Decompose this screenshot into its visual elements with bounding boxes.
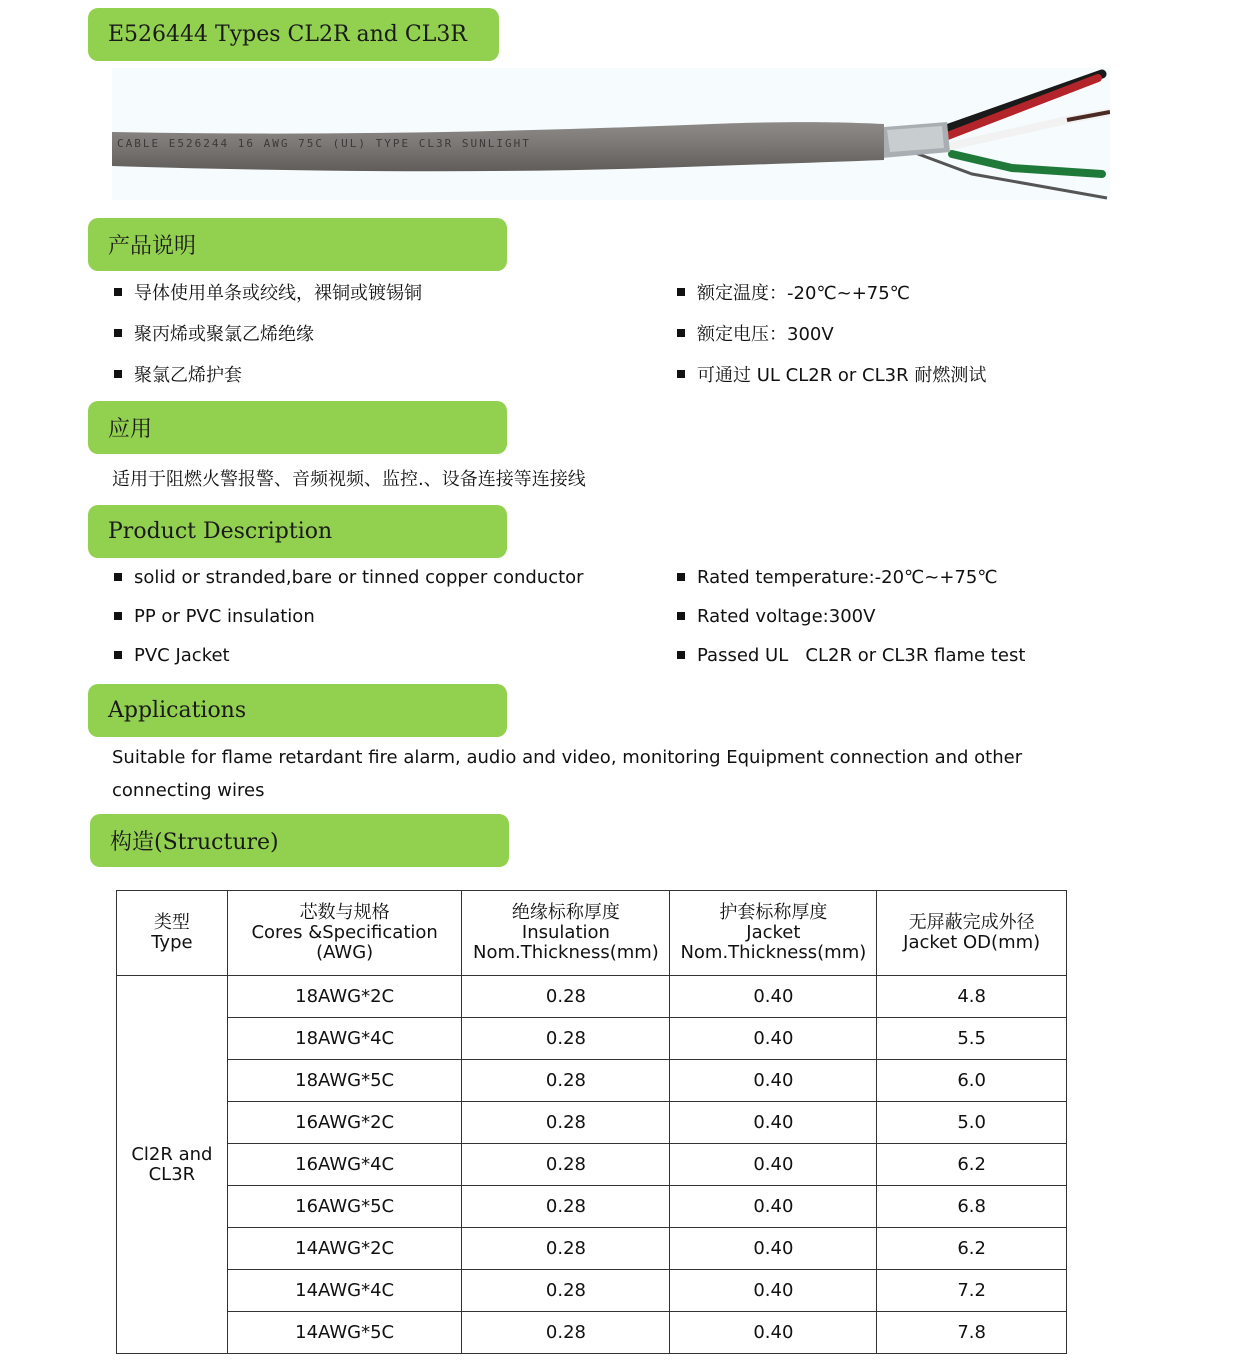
cn-description-banner: [88, 218, 507, 271]
en-description-right-list: [677, 567, 1025, 665]
table-header-row: [117, 891, 1067, 976]
type-cell: Cl2R and CL3R: [117, 976, 228, 1354]
title-text: E526444 Types CL2R and CL3R: [108, 22, 467, 47]
cn-application-text: 适用于阻燃火警报警、音频视频、监控.、设备连接等连接线: [112, 469, 586, 490]
table-row: 14AWG*5C 0.28 0.40 7.8: [117, 1312, 1067, 1354]
cn-description-right-list: [677, 282, 986, 384]
header-type: 类型 Type: [117, 891, 228, 976]
table-row: 16AWG*4C 0.28 0.40 6.2: [117, 1144, 1067, 1186]
structure-banner: [90, 814, 509, 867]
list-item: Passed UL CL2R or CL3R flame test: [677, 645, 1025, 665]
bullet-icon: [114, 612, 122, 620]
cn-application-banner: [88, 401, 507, 454]
list-item: 导体使用单条或绞线，裸铜或镀锡铜: [114, 282, 422, 302]
en-application-banner: [88, 684, 507, 737]
list-item: 额定电压：300V: [677, 323, 986, 343]
list-item: PVC Jacket: [114, 645, 584, 665]
bullet-icon: [677, 651, 685, 659]
en-description-left-list: [114, 567, 584, 665]
cable-image: [112, 68, 1110, 200]
header-cores-spec: 芯数与规格 Cores &Specification (AWG): [227, 891, 462, 976]
table-row: 18AWG*4C 0.28 0.40 5.5: [117, 1018, 1067, 1060]
cable-photo: [112, 68, 1110, 200]
spec-table: [116, 890, 1067, 1354]
bullet-icon: [677, 612, 685, 620]
list-item: 聚丙烯或聚氯乙烯绝缘: [114, 323, 422, 343]
bullet-icon: [677, 288, 685, 296]
table-row: 14AWG*4C 0.28 0.40 7.2: [117, 1270, 1067, 1312]
en-description-heading: Product Description: [108, 519, 333, 544]
list-item: Rated voltage:300V: [677, 606, 1025, 626]
table-row: 14AWG*2C 0.28 0.40 6.2: [117, 1228, 1067, 1270]
cn-description-left-list: [114, 282, 422, 384]
list-item: solid or stranded,bare or tinned copper conductor: [114, 567, 584, 587]
bullet-icon: [114, 288, 122, 296]
table-row: Cl2R and CL3R 18AWG*2C 0.28 0.40 4.8: [117, 976, 1067, 1018]
en-description-banner: [88, 505, 507, 558]
table-row: 16AWG*2C 0.28 0.40 5.0: [117, 1102, 1067, 1144]
en-application-text: Suitable for flame retardant fire alarm, audio and video, monitoring Equipment connection and other connecting wires: [112, 747, 1023, 801]
cn-description-heading: 产品说明: [108, 234, 197, 259]
cn-application-heading: 应用: [108, 417, 153, 442]
bullet-icon: [114, 329, 122, 337]
bullet-icon: [677, 329, 685, 337]
header-jacket-thickness: 护套标称厚度 Jacket Nom.Thickness(mm): [670, 891, 877, 976]
header-insulation-thickness: 绝缘标称厚度 Insulation Nom.Thickness(mm): [462, 891, 670, 976]
bullet-icon: [114, 573, 122, 581]
list-item: PP or PVC insulation: [114, 606, 584, 626]
title-banner: [88, 8, 499, 61]
en-application-heading: Applications: [108, 698, 247, 723]
svg-text:CABLE E526244 16 AWG 75C: CABLE E526244 16 AWG 75C (UL) TYPE CL3R SUNLIGHT: [117, 137, 531, 150]
list-item: 额定温度：-20℃~+75℃: [677, 282, 986, 302]
bullet-icon: [677, 573, 685, 581]
structure-heading: 构造(Structure): [110, 830, 279, 855]
bullet-icon: [677, 370, 685, 378]
table-row: 18AWG*5C 0.28 0.40 6.0: [117, 1060, 1067, 1102]
header-jacket-od: 无屏蔽完成外径 Jacket OD(mm): [877, 891, 1067, 976]
bullet-icon: [114, 370, 122, 378]
list-item: 可通过 UL CL2R or CL3R 耐燃测试: [677, 364, 986, 384]
bullet-icon: [114, 651, 122, 659]
list-item: 聚氯乙烯护套: [114, 364, 422, 384]
table-row: 16AWG*5C 0.28 0.40 6.8: [117, 1186, 1067, 1228]
list-item: Rated temperature:-20℃~+75℃: [677, 567, 1025, 587]
